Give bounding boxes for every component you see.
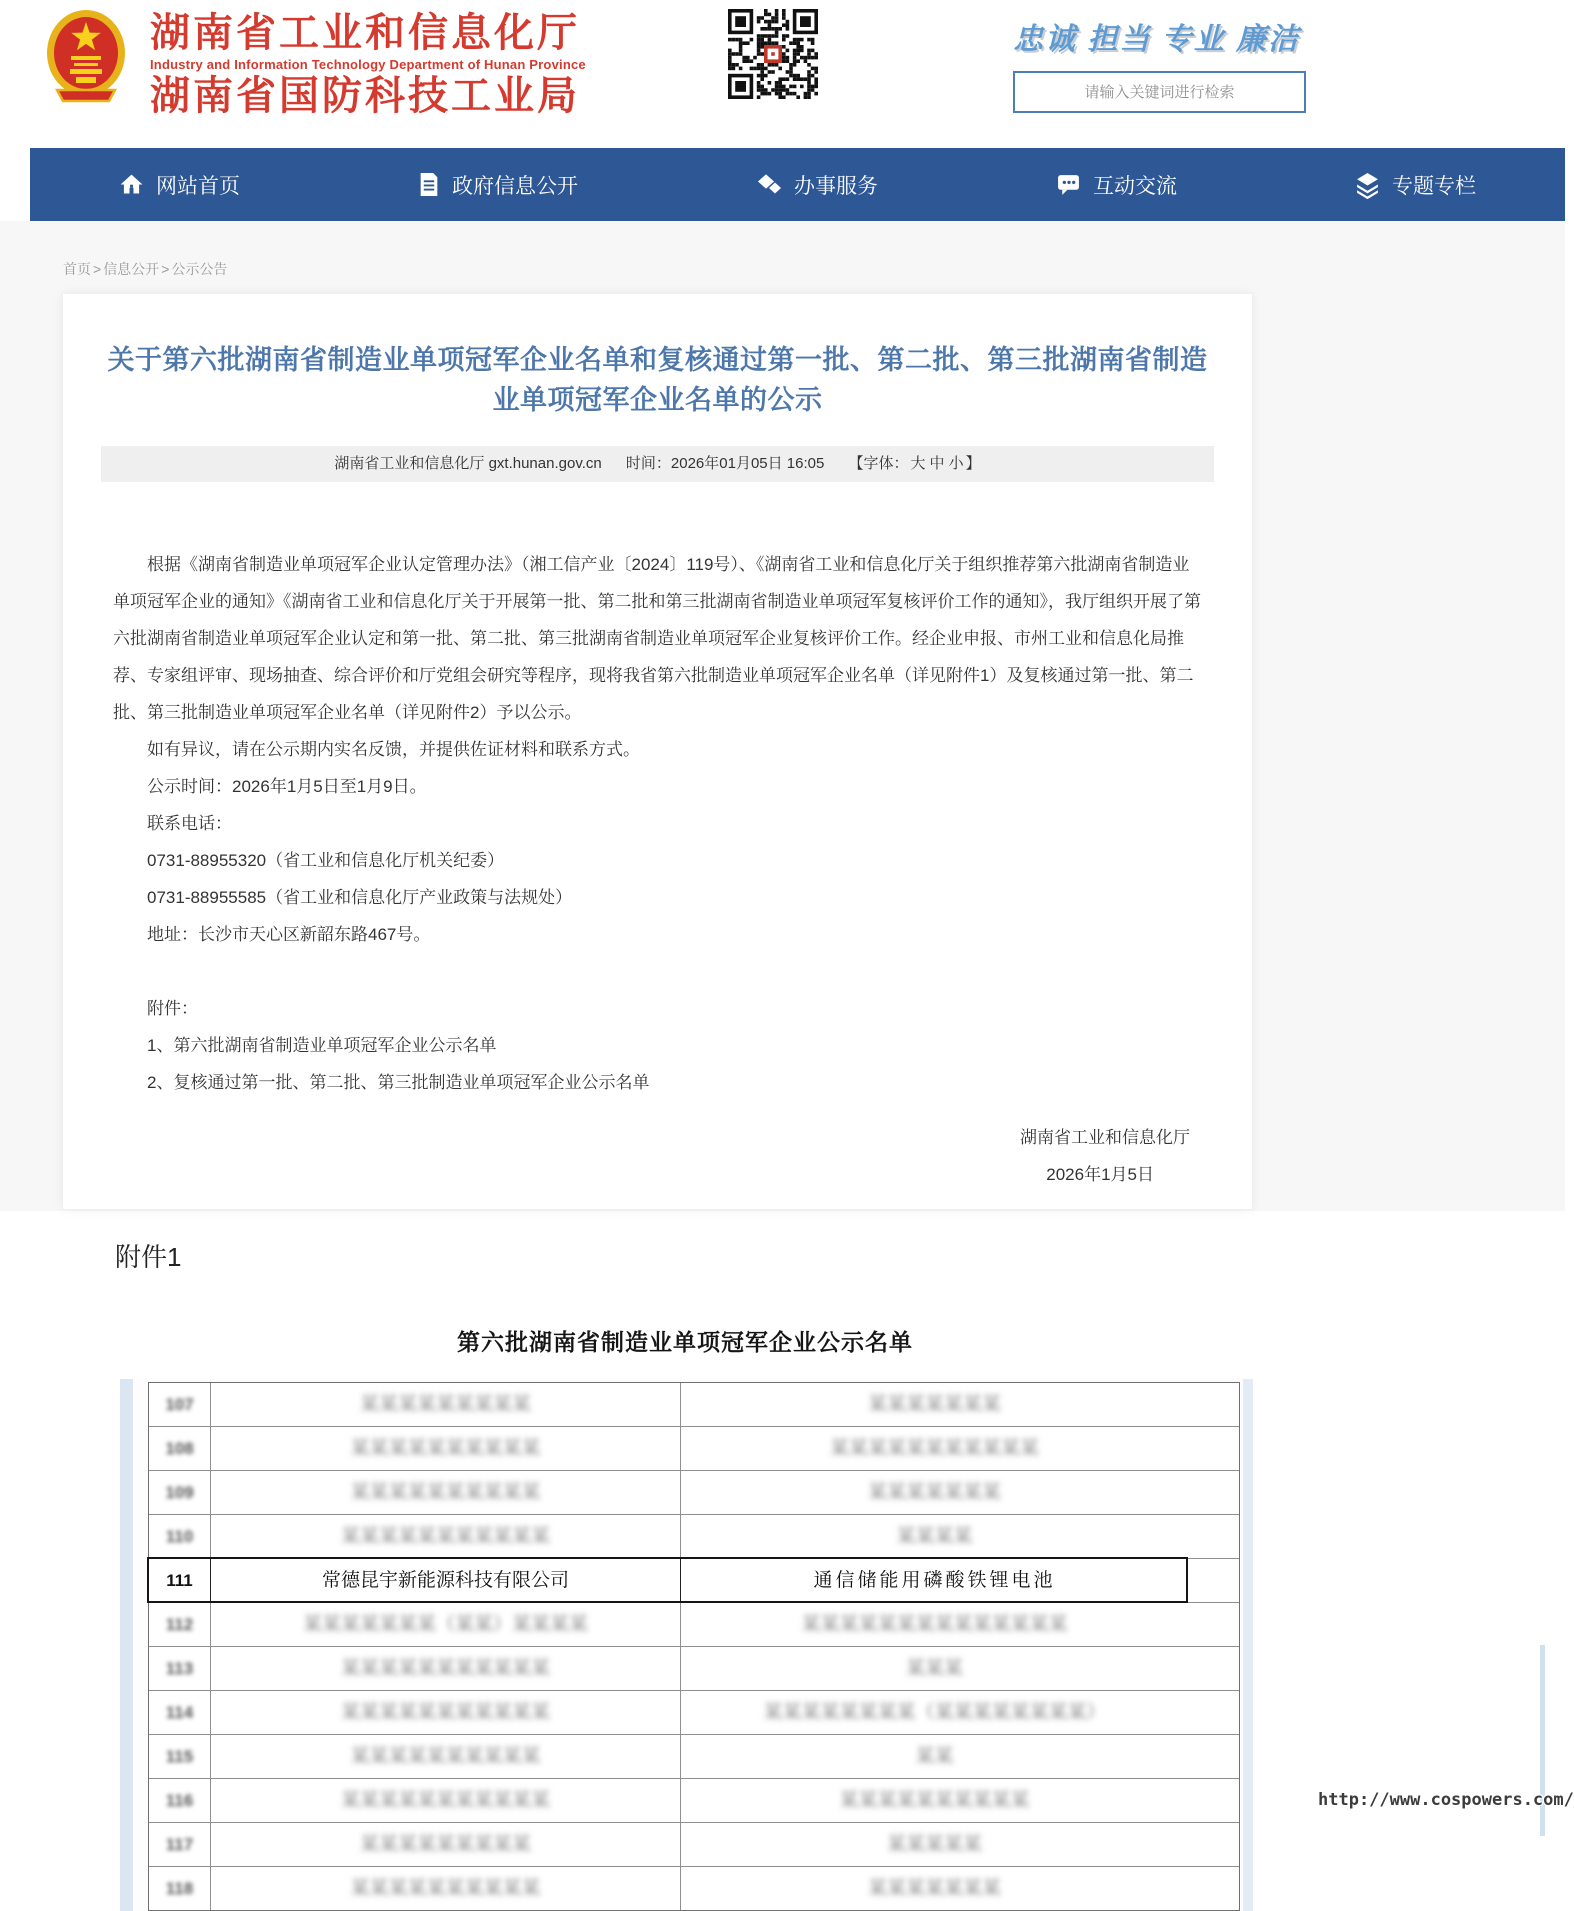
article-body <box>101 546 1214 1101</box>
row-number-cell: 115 <box>149 1735 211 1778</box>
nav-label: 专题专栏 <box>1392 174 1476 198</box>
nav-label: 办事服务 <box>794 174 878 198</box>
company-name-cell: 某某某某某某某某某某某 <box>211 1515 681 1558</box>
nav-label: 互动交流 <box>1093 174 1177 198</box>
meta-font-close: 】 <box>965 455 981 472</box>
champion-enterprise-table <box>148 1382 1240 1911</box>
search-box <box>1013 71 1310 113</box>
table-row <box>149 1734 1239 1778</box>
table-row <box>149 1822 1239 1866</box>
product-name-cell: 某某某某某某某某某某某某某某 <box>801 1614 1068 1635</box>
site-brand <box>150 10 586 119</box>
meta-font-open: 【字体： <box>848 455 909 472</box>
body-paragraph: 0731-88955320（省工业和信息化厅机关纪委） <box>147 851 505 870</box>
product-name-cell: 某某某某某某某 <box>867 1482 1001 1503</box>
signature-date: 2026年1月5日 <box>1046 1165 1154 1184</box>
body-paragraph: 联系电话： <box>147 814 232 833</box>
meta-source: 湖南省工业和信息化厅 gxt.hunan.gov.cn <box>334 455 602 472</box>
body-paragraph: 2、复核通过第一批、第二批、第三批制造业单项冠军企业公示名单 <box>147 1073 650 1092</box>
product-name-cell: 某某某某某某某某某某 <box>839 1790 1030 1811</box>
main-nav <box>30 148 1565 221</box>
main-band <box>0 221 1565 1211</box>
row-number-cell: 116 <box>149 1779 211 1822</box>
table-row <box>149 1426 1239 1470</box>
dept-name-cn: 湖南省工业和信息化厅 <box>150 11 580 55</box>
font-size-medium-button[interactable]: 中 <box>929 455 945 472</box>
row-number-cell: 110 <box>149 1515 211 1558</box>
table-row <box>149 1602 1239 1646</box>
product-name-cell: 某某某某 <box>896 1526 973 1547</box>
row-number-cell: 113 <box>149 1647 211 1690</box>
row-number-cell: 112 <box>149 1603 211 1646</box>
breadcrumb-notice[interactable]: 公示公告 <box>171 261 228 277</box>
product-name-cell: 某某某某某 <box>886 1834 982 1855</box>
row-number-cell: 109 <box>149 1471 211 1514</box>
qr-code-icon <box>728 9 818 99</box>
article-card <box>62 293 1253 1210</box>
nav-item-services[interactable] <box>756 170 878 200</box>
breadcrumb-info[interactable]: 信息公开 <box>103 261 160 277</box>
company-name-cell: 某某某某某某某某某 <box>211 1383 681 1426</box>
chat-icon <box>1056 172 1081 197</box>
product-name-cell: 某某某 <box>905 1658 963 1679</box>
site-header <box>0 0 1565 148</box>
company-name-cell: 某某某某某某某（某某）某某某某 <box>211 1603 681 1646</box>
watermark-url: http://www.cospowers.com/ <box>1318 1790 1574 1810</box>
national-emblem-icon <box>45 8 127 109</box>
product-name-cell: 某某某某某某某 <box>867 1394 1001 1415</box>
meta-font-control <box>849 455 981 472</box>
company-name-cell: 某某某某某某某某某某 <box>211 1867 681 1910</box>
row-number-cell: 111 <box>149 1559 211 1602</box>
company-name-cell: 某某某某某某某某某某 <box>211 1735 681 1778</box>
table-row <box>149 1383 1239 1426</box>
company-name-cell: 某某某某某某某某某某某 <box>211 1779 681 1822</box>
body-paragraph: 地址：长沙市天心区新韶东路467号。 <box>147 925 431 944</box>
table-row <box>149 1558 1239 1602</box>
nav-item-interaction[interactable] <box>1056 170 1177 200</box>
home-icon <box>119 172 144 197</box>
company-name-cell: 某某某某某某某某某某某 <box>211 1691 681 1734</box>
nav-item-special-topics[interactable] <box>1355 170 1476 200</box>
table-row <box>149 1866 1239 1910</box>
article-signature <box>101 1119 1214 1193</box>
breadcrumb-separator: > <box>93 261 102 277</box>
signature-org: 湖南省工业和信息化厅 <box>1020 1128 1190 1147</box>
body-paragraph: 1、第六批湖南省制造业单项冠军企业公示名单 <box>147 1036 497 1055</box>
article-meta-bar <box>101 446 1214 482</box>
service-icon <box>756 172 782 197</box>
body-paragraph: 公示时间：2026年1月5日至1月9日。 <box>147 777 427 796</box>
product-name-cell: 某某某某某某某某某某某 <box>829 1438 1039 1459</box>
nav-item-home[interactable] <box>119 170 240 200</box>
row-number-cell: 107 <box>149 1383 211 1426</box>
breadcrumb-separator: > <box>161 261 170 277</box>
columns-icon <box>1355 172 1380 197</box>
breadcrumb-home[interactable]: 首页 <box>63 261 91 277</box>
body-paragraph: 0731-88955585（省工业和信息化厅产业政策与法规处） <box>147 888 573 907</box>
scanned-table-image <box>120 1379 1253 1911</box>
body-paragraph: 附件： <box>147 999 198 1018</box>
table-row <box>149 1514 1239 1558</box>
row-number-cell: 108 <box>149 1427 211 1470</box>
dept2-name-cn: 湖南省国防科技工业局 <box>150 74 580 118</box>
product-name-cell: 某某 <box>915 1746 954 1767</box>
document-icon <box>418 172 440 197</box>
company-name-cell: 某某某某某某某某某某 <box>211 1471 681 1514</box>
article-title: 关于第六批湖南省制造业单项冠军企业名单和复核通过第一批、第二批、第三批湖南省制造业单项冠军企业名单的公示 <box>107 345 1208 415</box>
search-input[interactable] <box>1013 71 1306 113</box>
table-row <box>149 1470 1239 1514</box>
product-name-cell: 某某某某某某某某（某某某某某某某某） <box>763 1702 1106 1723</box>
attachment-label: 附件1 <box>115 1242 182 1272</box>
company-name-cell: 某某某某某某某某某 <box>211 1823 681 1866</box>
nav-label: 政府信息公开 <box>452 174 578 198</box>
row-number-cell: 118 <box>149 1867 211 1910</box>
product-name-cell: 通信储能用磷酸铁锂电池 <box>813 1570 1056 1591</box>
attachment-table-title: 第六批湖南省制造业单项冠军企业公示名单 <box>457 1329 913 1355</box>
company-name-cell: 常德昆宇新能源科技有限公司 <box>211 1559 681 1602</box>
company-name-cell: 某某某某某某某某某某 <box>211 1427 681 1470</box>
table-row <box>149 1646 1239 1690</box>
nav-item-gov-info[interactable] <box>418 170 578 200</box>
meta-time: 时间：2026年01月05日 16:05 <box>625 455 825 472</box>
table-row <box>149 1778 1239 1822</box>
nav-label: 网站首页 <box>156 174 240 198</box>
breadcrumb <box>62 259 1565 279</box>
header-right <box>1013 14 1310 113</box>
slogan-text: 忠诚 担当 专业 廉洁 <box>1013 23 1301 56</box>
body-paragraph: 如有异议，请在公示期内实名反馈，并提供佐证材料和联系方式。 <box>147 740 640 759</box>
font-size-large-button[interactable]: 大 <box>910 455 926 472</box>
dept-name-en: Industry and Information Technology Department of Hunan Province <box>150 57 586 72</box>
body-paragraph: 根据《湖南省制造业单项冠军企业认定管理办法》（湘工信产业〔2024〕119号）、《湖南省工业和信息化厅关于组织推荐第六批湖南省制造业单项冠军企业的通知》《湖南省工业和信息化厅关于开展第一批、第二批和第三批湖南省制造业单项冠军复核评价工作的通知》，我厅组织开展了第六批湖南省制造业单项冠军企业认定和第一批、第二批、第三批湖南省制造业单项冠军企业复核评价工作。经企业申报、市州工业和信息化局推荐、专家组评审、现场抽查、综合评价和厅党组会研究等程序，现将我省第六批制造业单项冠军企业名单（详见附件1）及复核通过第一批、第二批、第三批制造业单项冠军企业名单（详见附件2）予以公示。 <box>113 555 1201 722</box>
product-name-cell: 某某某某某某某 <box>867 1878 1001 1899</box>
font-size-small-button[interactable]: 小 <box>948 455 964 472</box>
row-number-cell: 114 <box>149 1691 211 1734</box>
company-name-cell: 某某某某某某某某某某某 <box>211 1647 681 1690</box>
row-number-cell: 117 <box>149 1823 211 1866</box>
table-row <box>149 1690 1239 1734</box>
